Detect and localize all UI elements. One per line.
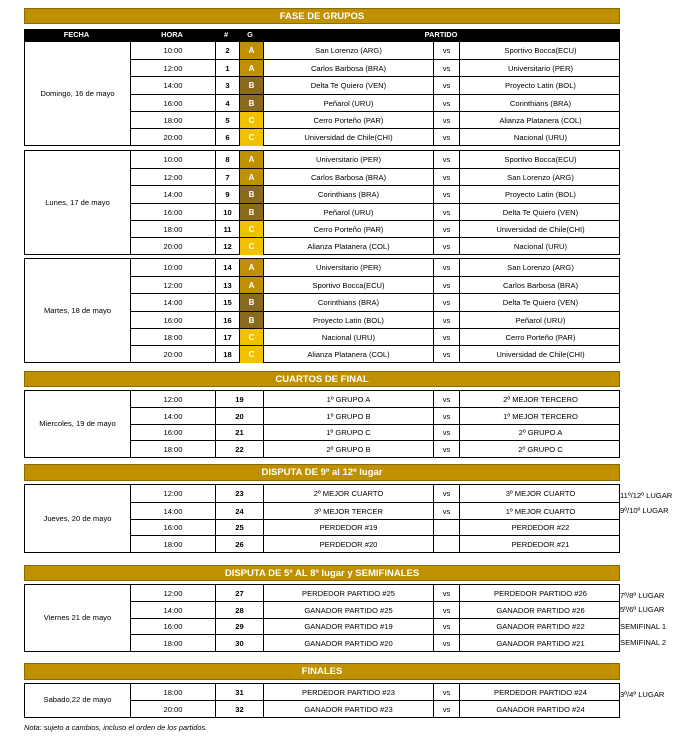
- match-row: [131, 42, 619, 59]
- match-time: 14:00: [163, 190, 183, 200]
- vs-label: vs: [433, 701, 459, 717]
- match-number: 14: [215, 259, 239, 276]
- home-team: Delta Te Quiero (VEN): [263, 77, 433, 94]
- group-badge: C: [239, 346, 263, 363]
- match-row: [131, 345, 619, 363]
- vs-label: vs: [433, 238, 459, 255]
- away-team: San Lorenzo (ARG): [459, 169, 621, 186]
- home-team: Peñarol (URU): [263, 204, 433, 221]
- match-number: 5: [215, 112, 239, 129]
- group-badge: A: [239, 277, 263, 294]
- match-time: 16:00: [163, 98, 183, 108]
- group-badge: C: [239, 238, 263, 255]
- home-team: 1º GRUPO A: [263, 391, 433, 407]
- match-time: 16:00: [163, 207, 183, 217]
- vs-label: vs: [433, 391, 459, 407]
- match-time: 16:00: [163, 622, 183, 632]
- match-number: 22: [215, 441, 263, 457]
- vs-label: [433, 536, 459, 553]
- vs-label: vs: [433, 277, 459, 294]
- match-row: [131, 700, 619, 717]
- group-badge: A: [239, 60, 263, 77]
- away-team: Corinthians (BRA): [459, 95, 621, 112]
- vs-label: vs: [433, 619, 459, 635]
- match-time: 10:00: [163, 263, 183, 273]
- match-row: [131, 407, 619, 424]
- match-number: 26: [215, 536, 263, 553]
- match-number: 9: [215, 186, 239, 203]
- home-team: Universidad de Chile(CHI): [263, 129, 433, 146]
- match-number: 28: [215, 602, 263, 618]
- match-number: 12: [215, 238, 239, 255]
- match-time: 12:00: [163, 488, 183, 498]
- away-team: PERDEDOR #22: [459, 520, 621, 537]
- away-team: GANADOR PARTIDO #24: [459, 701, 621, 717]
- away-team: Proyecto Latin (BOL): [459, 186, 621, 203]
- match-row: [131, 585, 619, 601]
- match-time: 12:00: [163, 173, 183, 183]
- home-team: 3º MEJOR TERCER: [263, 503, 433, 520]
- match-number: 24: [215, 503, 263, 520]
- group-badge: B: [239, 186, 263, 203]
- match-row: [131, 424, 619, 441]
- home-team: PERDEDOR #19: [263, 520, 433, 537]
- match-time: 20:00: [163, 242, 183, 252]
- home-team: Cerro Porteño (PAR): [263, 112, 433, 129]
- away-team: GANADOR PARTIDO #21: [459, 635, 621, 651]
- home-team: 1º GRUPO B: [263, 408, 433, 424]
- match-time: 20:00: [163, 133, 183, 143]
- vs-label: vs: [433, 259, 459, 276]
- table-header: [24, 29, 620, 41]
- match-row: [131, 111, 619, 129]
- match-number: 3: [215, 77, 239, 94]
- vs-label: vs: [433, 684, 459, 700]
- home-team: Universitario (PER): [263, 151, 433, 168]
- home-team: PERDEDOR PARTIDO #25: [263, 585, 433, 601]
- vs-label: vs: [433, 441, 459, 457]
- match-time: 12:00: [163, 394, 183, 404]
- day-date: Miercoles, 19 de mayo: [39, 418, 116, 428]
- group-badge: B: [239, 312, 263, 329]
- day-date: Domingo, 16 de mayo: [40, 88, 115, 98]
- match-time: 18:00: [163, 540, 183, 550]
- away-team: Cerro Porteño (PAR): [459, 329, 621, 346]
- match-time: 16:00: [163, 428, 183, 438]
- match-time: 18:00: [163, 444, 183, 454]
- match-number: 10: [215, 204, 239, 221]
- day-date: Lunes, 17 de mayo: [45, 197, 110, 207]
- match-number: 27: [215, 585, 263, 601]
- match-number: 31: [215, 684, 263, 700]
- away-team: San Lorenzo (ARG): [459, 259, 621, 276]
- home-team: Carlos Barbosa (BRA): [263, 169, 433, 186]
- match-number: 7: [215, 169, 239, 186]
- home-team: Universitario (PER): [263, 259, 433, 276]
- vs-label: vs: [433, 346, 459, 363]
- away-team: PERDEDOR PARTIDO #26: [459, 585, 621, 601]
- header-group: G: [247, 30, 253, 39]
- section-banner-9-12: DISPUTA DE 9º al 12º lugar: [24, 464, 620, 481]
- away-team: 2º GRUPO C: [459, 441, 621, 457]
- home-team: Sportivo Bocca(ECU): [263, 277, 433, 294]
- vs-label: vs: [433, 503, 459, 520]
- section-banner-5-8-semis: DISPUTA DE 5º AL 8º lugar y SEMIFINALES: [24, 565, 620, 581]
- match-time: 18:00: [163, 115, 183, 125]
- vs-label: vs: [433, 635, 459, 651]
- vs-label: vs: [433, 602, 459, 618]
- away-team: Delta Te Quiero (VEN): [459, 294, 621, 311]
- group-badge: C: [239, 329, 263, 346]
- match-row: [131, 601, 619, 618]
- home-team: PERDEDOR #20: [263, 536, 433, 553]
- day-block: [24, 584, 620, 652]
- vs-label: vs: [433, 186, 459, 203]
- away-team: Universitario (PER): [459, 60, 621, 77]
- vs-label: vs: [433, 312, 459, 329]
- home-team: Corinthians (BRA): [263, 294, 433, 311]
- match-row: [131, 311, 619, 329]
- match-time: 14:00: [163, 506, 183, 516]
- away-team: Carlos Barbosa (BRA): [459, 277, 621, 294]
- away-team: Universidad de Chile(CHI): [459, 346, 621, 363]
- match-number: 2: [215, 42, 239, 59]
- away-team: Sportivo Bocca(ECU): [459, 151, 621, 168]
- match-number: 4: [215, 95, 239, 112]
- group-badge: B: [239, 95, 263, 112]
- vs-label: vs: [433, 60, 459, 77]
- home-team: Cerro Porteño (PAR): [263, 221, 433, 238]
- vs-label: vs: [433, 485, 459, 502]
- match-row: [131, 76, 619, 94]
- vs-label: vs: [433, 329, 459, 346]
- match-time: 14:00: [163, 412, 183, 422]
- group-badge: C: [239, 221, 263, 238]
- home-team: Alianza Platanera (COL): [263, 346, 433, 363]
- away-team: 2º GRUPO A: [459, 425, 621, 441]
- placement-note: 11º/12º LUGAR: [620, 490, 673, 500]
- match-row: [131, 634, 619, 651]
- away-team: PERDEDOR PARTIDO #24: [459, 684, 621, 700]
- placement-note: 9º/10º LUGAR: [620, 505, 669, 515]
- match-time: 16:00: [163, 315, 183, 325]
- group-badge: B: [239, 294, 263, 311]
- match-time: 12:00: [163, 281, 183, 291]
- group-badge: B: [239, 77, 263, 94]
- away-team: PERDEDOR #21: [459, 536, 621, 553]
- match-number: 6: [215, 129, 239, 146]
- day-block: [24, 484, 620, 553]
- match-number: 15: [215, 294, 239, 311]
- match-time: 14:00: [163, 606, 183, 616]
- home-team: GANADOR PARTIDO #19: [263, 619, 433, 635]
- vs-label: vs: [433, 425, 459, 441]
- home-team: Nacional (URU): [263, 329, 433, 346]
- group-badge: A: [239, 259, 263, 276]
- match-row: [131, 94, 619, 112]
- match-row: [131, 151, 619, 168]
- match-row: [131, 293, 619, 311]
- match-row: [131, 535, 619, 553]
- placement-note: 3º/4º LUGAR: [620, 689, 665, 699]
- home-team: GANADOR PARTIDO #23: [263, 701, 433, 717]
- away-team: Nacional (URU): [459, 238, 621, 255]
- placement-note: 7º/8º LUGAR: [620, 590, 665, 600]
- vs-label: vs: [433, 151, 459, 168]
- home-team: Corinthians (BRA): [263, 186, 433, 203]
- away-team: Universidad de Chile(CHI): [459, 221, 621, 238]
- away-team: Delta Te Quiero (VEN): [459, 204, 621, 221]
- match-time: 18:00: [163, 638, 183, 648]
- home-team: PERDEDOR PARTIDO #23: [263, 684, 433, 700]
- group-badge: A: [239, 151, 263, 168]
- vs-label: vs: [433, 408, 459, 424]
- match-number: 23: [215, 485, 263, 502]
- header-hora: HORA: [161, 30, 183, 39]
- home-team: 2º GRUPO B: [263, 441, 433, 457]
- match-number: 16: [215, 312, 239, 329]
- day-block: [24, 150, 620, 255]
- group-badge: A: [239, 42, 263, 59]
- day-block: [24, 683, 620, 718]
- group-badge: C: [239, 112, 263, 129]
- vs-label: vs: [433, 77, 459, 94]
- match-number: 8: [215, 151, 239, 168]
- vs-label: vs: [433, 95, 459, 112]
- match-row: [131, 185, 619, 203]
- day-block: [24, 390, 620, 458]
- match-row: [131, 618, 619, 635]
- match-row: [131, 168, 619, 186]
- match-number: 30: [215, 635, 263, 651]
- home-team: GANADOR PARTIDO #20: [263, 635, 433, 651]
- away-team: 3º MEJOR CUARTO: [459, 485, 621, 502]
- away-team: Sportivo Bocca(ECU): [459, 42, 621, 59]
- match-time: 14:00: [163, 298, 183, 308]
- away-team: GANADOR PARTIDO #22: [459, 619, 621, 635]
- vs-label: vs: [433, 169, 459, 186]
- match-time: 14:00: [163, 81, 183, 91]
- vs-label: [433, 520, 459, 537]
- match-row: [131, 220, 619, 238]
- away-team: Proyecto Latin (BOL): [459, 77, 621, 94]
- home-team: 1º GRUPO C: [263, 425, 433, 441]
- vs-label: vs: [433, 129, 459, 146]
- placement-note: SEMIFINAL 1: [620, 621, 667, 631]
- group-badge: A: [239, 169, 263, 186]
- away-team: 1º MEJOR TERCERO: [459, 408, 621, 424]
- day-date: Sabado,22 de mayo: [43, 695, 112, 705]
- away-team: 2º MEJOR TERCERO: [459, 391, 621, 407]
- day-date: Jueves, 20 de mayo: [43, 513, 112, 523]
- match-row: [131, 259, 619, 276]
- match-row: [131, 519, 619, 537]
- match-row: [131, 59, 619, 77]
- header-fecha: FECHA: [63, 30, 90, 39]
- day-block: [24, 258, 620, 363]
- match-row: [131, 485, 619, 502]
- match-row: [131, 684, 619, 700]
- placement-note: SEMIFINAL 2: [620, 637, 667, 647]
- match-number: 13: [215, 277, 239, 294]
- match-number: 32: [215, 701, 263, 717]
- footnote: Nota: sujeto a cambios, incluso el orden de los partidos.: [24, 723, 208, 732]
- home-team: San Lorenzo (ARG): [263, 42, 433, 59]
- vs-label: vs: [433, 42, 459, 59]
- section-banner-grupos: FASE DE GRUPOS: [24, 8, 620, 24]
- match-row: [131, 440, 619, 457]
- home-team: Proyecto Latin (BOL): [263, 312, 433, 329]
- match-time: 18:00: [163, 224, 183, 234]
- match-number: 17: [215, 329, 239, 346]
- home-team: 2º MEJOR CUARTO: [263, 485, 433, 502]
- match-row: [131, 203, 619, 221]
- match-number: 29: [215, 619, 263, 635]
- match-time: 16:00: [163, 523, 183, 533]
- match-time: 20:00: [163, 350, 183, 360]
- section-banner-cuartos: CUARTOS DE FINAL: [24, 371, 620, 387]
- away-team: Alianza Platanera (COL): [459, 112, 621, 129]
- away-team: Peñarol (URU): [459, 312, 621, 329]
- match-time: 12:00: [163, 588, 183, 598]
- match-time: 10:00: [163, 46, 183, 56]
- away-team: 1º MEJOR CUARTO: [459, 503, 621, 520]
- header-num: #: [223, 30, 229, 39]
- vs-label: vs: [433, 112, 459, 129]
- match-number: 25: [215, 520, 263, 537]
- match-row: [131, 276, 619, 294]
- match-number: 19: [215, 391, 263, 407]
- vs-label: vs: [433, 585, 459, 601]
- home-team: Carlos Barbosa (BRA): [263, 60, 433, 77]
- away-team: Nacional (URU): [459, 129, 621, 146]
- day-block: [24, 41, 620, 146]
- group-badge: B: [239, 204, 263, 221]
- header-partido: PARTIDO: [424, 30, 458, 39]
- match-row: [131, 502, 619, 520]
- vs-label: vs: [433, 204, 459, 221]
- vs-label: vs: [433, 221, 459, 238]
- placement-note: 5º/6º LUGAR: [620, 605, 665, 615]
- match-time: 12:00: [163, 64, 183, 74]
- home-team: Alianza Platanera (COL): [263, 238, 433, 255]
- group-badge: C: [239, 129, 263, 146]
- vs-label: vs: [433, 294, 459, 311]
- match-time: 10:00: [163, 155, 183, 165]
- match-row: [131, 237, 619, 255]
- match-row: [131, 328, 619, 346]
- match-time: 18:00: [163, 332, 183, 342]
- home-team: Peñarol (URU): [263, 95, 433, 112]
- day-date: Viernes 21 de mayo: [43, 612, 112, 622]
- match-row: [131, 128, 619, 146]
- match-row: [131, 391, 619, 407]
- match-number: 1: [215, 60, 239, 77]
- match-number: 18: [215, 346, 239, 363]
- match-number: 11: [215, 221, 239, 238]
- match-time: 20:00: [163, 705, 183, 715]
- match-number: 21: [215, 425, 263, 441]
- home-team: GANADOR PARTIDO #25: [263, 602, 433, 618]
- away-team: GANADOR PARTIDO #26: [459, 602, 621, 618]
- section-banner-finales: FINALES: [24, 663, 620, 680]
- match-number: 20: [215, 408, 263, 424]
- match-time: 18:00: [163, 687, 183, 697]
- day-date: Martes, 18 de mayo: [43, 305, 112, 315]
